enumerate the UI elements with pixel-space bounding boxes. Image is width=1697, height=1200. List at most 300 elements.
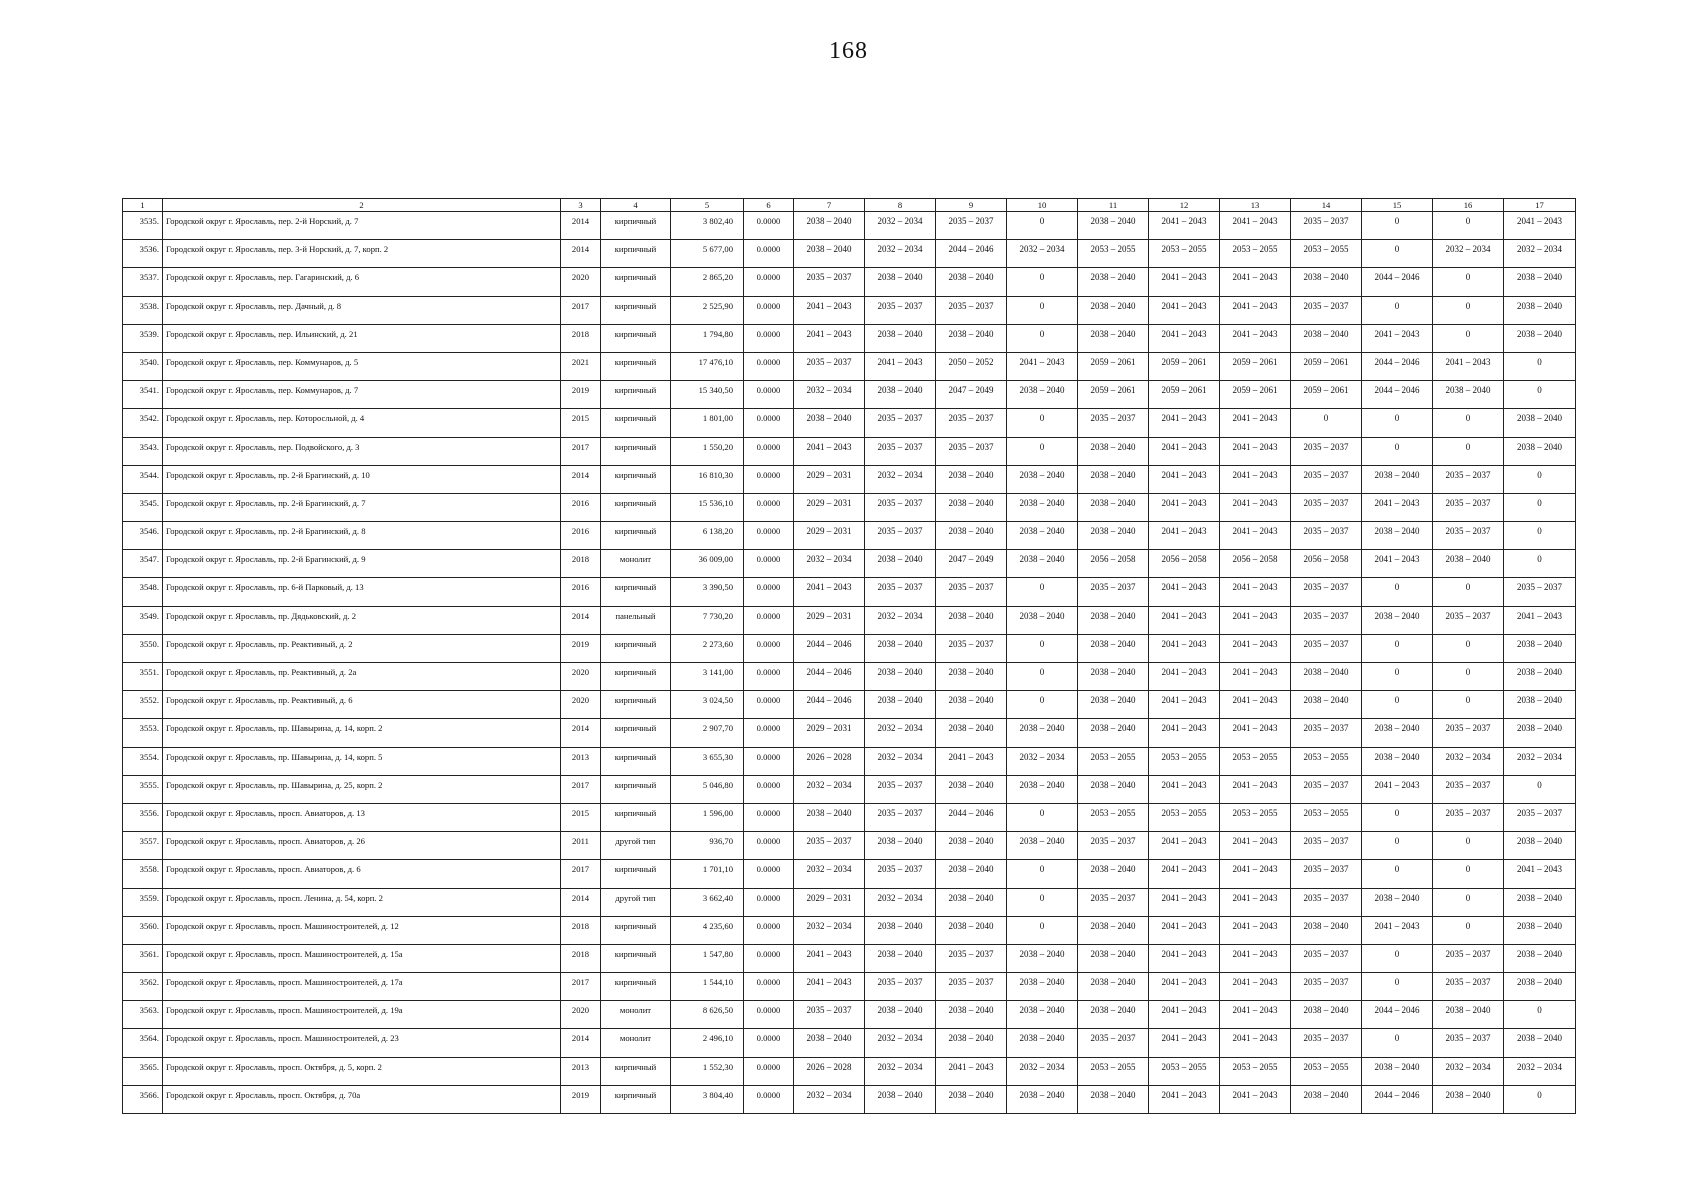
cell-row-number: 3555. — [123, 775, 163, 803]
column-header: 3 — [561, 199, 601, 212]
cell-cost-ratio: 0.0000 — [744, 634, 794, 662]
cell-cost-ratio: 0.0000 — [744, 352, 794, 380]
cell-period-9: 2038 – 2040 — [936, 719, 1007, 747]
cell-row-number: 3561. — [123, 944, 163, 972]
cell-wall-material: кирпичный — [601, 465, 671, 493]
table-row — [123, 1057, 1576, 1085]
cell-year: 2017 — [561, 860, 601, 888]
cell-period-9: 2038 – 2040 — [936, 1085, 1007, 1113]
cell-period-15: 2038 – 2040 — [1362, 522, 1433, 550]
cell-cost-ratio: 0.0000 — [744, 268, 794, 296]
cell-period-9: 2047 – 2049 — [936, 550, 1007, 578]
column-header: 14 — [1291, 199, 1362, 212]
cell-period-15: 0 — [1362, 212, 1433, 240]
cell-period-10: 2032 – 2034 — [1007, 747, 1078, 775]
cell-period-9: 2038 – 2040 — [936, 1001, 1007, 1029]
cell-period-13: 2041 – 2043 — [1220, 409, 1291, 437]
cell-period-10: 2038 – 2040 — [1007, 775, 1078, 803]
cell-period-10: 2038 – 2040 — [1007, 944, 1078, 972]
cell-wall-material: кирпичный — [601, 240, 671, 268]
cell-cost-ratio: 0.0000 — [744, 296, 794, 324]
cell-cost-ratio: 0.0000 — [744, 888, 794, 916]
cell-area: 2 907,70 — [671, 719, 744, 747]
column-header: 4 — [601, 199, 671, 212]
cell-year: 2013 — [561, 1057, 601, 1085]
cell-period-10: 2038 – 2040 — [1007, 381, 1078, 409]
cell-period-7: 2029 – 2031 — [794, 493, 865, 521]
cell-period-16: 2035 – 2037 — [1433, 465, 1504, 493]
cell-address: Городской округ г. Ярославль, просп. Машиностроителей, д. 15а — [163, 944, 561, 972]
cell-period-12: 2041 – 2043 — [1149, 832, 1220, 860]
cell-period-8: 2032 – 2034 — [865, 212, 936, 240]
cell-year: 2016 — [561, 522, 601, 550]
cell-cost-ratio: 0.0000 — [744, 212, 794, 240]
cell-address: Городской округ г. Ярославль, пр. Реактивный, д. 6 — [163, 691, 561, 719]
cell-period-11: 2038 – 2040 — [1078, 860, 1149, 888]
cell-address: Городской округ г. Ярославль, просп. Машиностроителей, д. 17а — [163, 973, 561, 1001]
cell-period-11: 2038 – 2040 — [1078, 493, 1149, 521]
cell-wall-material: кирпичный — [601, 522, 671, 550]
cell-cost-ratio: 0.0000 — [744, 324, 794, 352]
cell-period-16: 2032 – 2034 — [1433, 1057, 1504, 1085]
cell-period-15: 0 — [1362, 578, 1433, 606]
cell-period-7: 2044 – 2046 — [794, 634, 865, 662]
cell-period-12: 2041 – 2043 — [1149, 634, 1220, 662]
cell-wall-material: монолит — [601, 1001, 671, 1029]
cell-period-17: 2038 – 2040 — [1504, 268, 1576, 296]
cell-period-10: 0 — [1007, 212, 1078, 240]
cell-period-17: 2041 – 2043 — [1504, 606, 1576, 634]
table-row — [123, 747, 1576, 775]
cell-row-number: 3537. — [123, 268, 163, 296]
cell-period-9: 2035 – 2037 — [936, 973, 1007, 1001]
cell-period-9: 2050 – 2052 — [936, 352, 1007, 380]
cell-area: 3 390,50 — [671, 578, 744, 606]
cell-wall-material: кирпичный — [601, 944, 671, 972]
cell-cost-ratio: 0.0000 — [744, 1001, 794, 1029]
cell-period-13: 2041 – 2043 — [1220, 522, 1291, 550]
cell-period-16: 0 — [1433, 324, 1504, 352]
cell-period-17: 2038 – 2040 — [1504, 916, 1576, 944]
cell-period-17: 2038 – 2040 — [1504, 296, 1576, 324]
cell-period-12: 2041 – 2043 — [1149, 719, 1220, 747]
cell-period-7: 2032 – 2034 — [794, 775, 865, 803]
cell-address: Городской округ г. Ярославль, пер. Ильинский, д. 21 — [163, 324, 561, 352]
cell-period-14: 2035 – 2037 — [1291, 860, 1362, 888]
cell-year: 2015 — [561, 803, 601, 831]
cell-period-11: 2038 – 2040 — [1078, 775, 1149, 803]
cell-period-13: 2041 – 2043 — [1220, 973, 1291, 1001]
cell-period-17: 0 — [1504, 352, 1576, 380]
cell-period-8: 2038 – 2040 — [865, 1001, 936, 1029]
cell-period-12: 2053 – 2055 — [1149, 803, 1220, 831]
cell-period-10: 2038 – 2040 — [1007, 832, 1078, 860]
cell-period-9: 2038 – 2040 — [936, 465, 1007, 493]
cell-period-14: 2059 – 2061 — [1291, 352, 1362, 380]
cell-cost-ratio: 0.0000 — [744, 437, 794, 465]
cell-period-14: 2035 – 2037 — [1291, 1029, 1362, 1057]
cell-area: 2 496,10 — [671, 1029, 744, 1057]
cell-row-number: 3564. — [123, 1029, 163, 1057]
cell-period-17: 2032 – 2034 — [1504, 747, 1576, 775]
cell-period-12: 2041 – 2043 — [1149, 296, 1220, 324]
cell-area: 15 536,10 — [671, 493, 744, 521]
cell-year: 2020 — [561, 691, 601, 719]
cell-year: 2017 — [561, 296, 601, 324]
cell-period-12: 2041 – 2043 — [1149, 465, 1220, 493]
table-row — [123, 803, 1576, 831]
cell-period-12: 2041 – 2043 — [1149, 663, 1220, 691]
cell-period-12: 2041 – 2043 — [1149, 578, 1220, 606]
cell-period-15: 0 — [1362, 803, 1433, 831]
cell-area: 1 544,10 — [671, 973, 744, 1001]
cell-period-15: 2044 – 2046 — [1362, 268, 1433, 296]
cell-wall-material: кирпичный — [601, 916, 671, 944]
cell-period-17: 2038 – 2040 — [1504, 832, 1576, 860]
table-row — [123, 578, 1576, 606]
cell-period-14: 2035 – 2037 — [1291, 296, 1362, 324]
cell-address: Городской округ г. Ярославль, просп. Ленина, д. 54, корп. 2 — [163, 888, 561, 916]
cell-wall-material: монолит — [601, 550, 671, 578]
cell-period-11: 2035 – 2037 — [1078, 578, 1149, 606]
cell-cost-ratio: 0.0000 — [744, 381, 794, 409]
cell-period-7: 2026 – 2028 — [794, 1057, 865, 1085]
cell-row-number: 3535. — [123, 212, 163, 240]
cell-period-14: 2035 – 2037 — [1291, 719, 1362, 747]
cell-period-14: 2035 – 2037 — [1291, 888, 1362, 916]
cell-period-14: 2035 – 2037 — [1291, 973, 1362, 1001]
cell-period-14: 2056 – 2058 — [1291, 550, 1362, 578]
table-row — [123, 860, 1576, 888]
cell-wall-material: кирпичный — [601, 578, 671, 606]
cell-wall-material: кирпичный — [601, 296, 671, 324]
cell-cost-ratio: 0.0000 — [744, 719, 794, 747]
cell-area: 6 138,20 — [671, 522, 744, 550]
cell-period-16: 0 — [1433, 860, 1504, 888]
cell-period-17: 2035 – 2037 — [1504, 803, 1576, 831]
cell-period-9: 2038 – 2040 — [936, 691, 1007, 719]
cell-area: 2 865,20 — [671, 268, 744, 296]
cell-period-12: 2041 – 2043 — [1149, 1085, 1220, 1113]
cell-address: Городской округ г. Ярославль, пр. 2-й Брагинский, д. 7 — [163, 493, 561, 521]
cell-period-9: 2038 – 2040 — [936, 663, 1007, 691]
cell-period-7: 2029 – 2031 — [794, 606, 865, 634]
cell-period-12: 2041 – 2043 — [1149, 606, 1220, 634]
cell-period-9: 2035 – 2037 — [936, 296, 1007, 324]
cell-period-16: 2032 – 2034 — [1433, 747, 1504, 775]
cell-area: 4 235,60 — [671, 916, 744, 944]
cell-period-14: 2053 – 2055 — [1291, 803, 1362, 831]
cell-period-15: 0 — [1362, 634, 1433, 662]
cell-address: Городской округ г. Ярославль, пер. Коммунаров, д. 7 — [163, 381, 561, 409]
cell-year: 2016 — [561, 493, 601, 521]
cell-period-17: 2038 – 2040 — [1504, 409, 1576, 437]
cell-wall-material: кирпичный — [601, 212, 671, 240]
cell-period-17: 0 — [1504, 550, 1576, 578]
cell-period-11: 2038 – 2040 — [1078, 606, 1149, 634]
cell-address: Городской округ г. Ярославль, просп. Машиностроителей, д. 19а — [163, 1001, 561, 1029]
cell-period-8: 2038 – 2040 — [865, 944, 936, 972]
table-row — [123, 691, 1576, 719]
cell-period-12: 2041 – 2043 — [1149, 860, 1220, 888]
cell-period-12: 2053 – 2055 — [1149, 1057, 1220, 1085]
cell-period-15: 2044 – 2046 — [1362, 352, 1433, 380]
cell-period-9: 2044 – 2046 — [936, 240, 1007, 268]
cell-period-12: 2041 – 2043 — [1149, 212, 1220, 240]
cell-period-8: 2032 – 2034 — [865, 465, 936, 493]
table-row — [123, 634, 1576, 662]
cell-period-8: 2038 – 2040 — [865, 916, 936, 944]
cell-period-13: 2041 – 2043 — [1220, 916, 1291, 944]
cell-year: 2014 — [561, 1029, 601, 1057]
cell-year: 2018 — [561, 324, 601, 352]
register-table — [122, 198, 1576, 1114]
cell-period-9: 2038 – 2040 — [936, 860, 1007, 888]
cell-row-number: 3543. — [123, 437, 163, 465]
cell-period-14: 2035 – 2037 — [1291, 465, 1362, 493]
cell-cost-ratio: 0.0000 — [744, 578, 794, 606]
cell-period-7: 2032 – 2034 — [794, 1085, 865, 1113]
table-row — [123, 1085, 1576, 1113]
cell-period-16: 0 — [1433, 268, 1504, 296]
cell-wall-material: кирпичный — [601, 381, 671, 409]
cell-address: Городской округ г. Ярославль, пер. Коммунаров, д. 5 — [163, 352, 561, 380]
table-row — [123, 775, 1576, 803]
cell-period-16: 0 — [1433, 578, 1504, 606]
cell-period-14: 2035 – 2037 — [1291, 606, 1362, 634]
cell-period-10: 0 — [1007, 268, 1078, 296]
cell-period-7: 2029 – 2031 — [794, 719, 865, 747]
cell-period-14: 2035 – 2037 — [1291, 634, 1362, 662]
cell-period-12: 2041 – 2043 — [1149, 916, 1220, 944]
cell-period-16: 0 — [1433, 663, 1504, 691]
table-row — [123, 663, 1576, 691]
cell-address: Городской округ г. Ярославль, пр. Шавырина, д. 14, корп. 2 — [163, 719, 561, 747]
cell-period-11: 2035 – 2037 — [1078, 409, 1149, 437]
cell-period-12: 2041 – 2043 — [1149, 973, 1220, 1001]
cell-address: Городской округ г. Ярославль, пр. Дядьковский, д. 2 — [163, 606, 561, 634]
cell-period-15: 2041 – 2043 — [1362, 324, 1433, 352]
cell-period-10: 2038 – 2040 — [1007, 522, 1078, 550]
cell-period-10: 2038 – 2040 — [1007, 973, 1078, 1001]
cell-wall-material: кирпичный — [601, 493, 671, 521]
cell-year: 2016 — [561, 578, 601, 606]
page-number: 168 — [829, 38, 868, 64]
cell-period-15: 0 — [1362, 973, 1433, 1001]
cell-wall-material: кирпичный — [601, 437, 671, 465]
cell-period-17: 2038 – 2040 — [1504, 634, 1576, 662]
cell-cost-ratio: 0.0000 — [744, 803, 794, 831]
cell-period-10: 2038 – 2040 — [1007, 1001, 1078, 1029]
cell-period-15: 0 — [1362, 437, 1433, 465]
cell-period-11: 2038 – 2040 — [1078, 634, 1149, 662]
cell-address: Городской округ г. Ярославль, пер. Дачный, д. 8 — [163, 296, 561, 324]
cell-period-16: 2035 – 2037 — [1433, 973, 1504, 1001]
cell-area: 17 476,10 — [671, 352, 744, 380]
cell-period-7: 2026 – 2028 — [794, 747, 865, 775]
cell-area: 7 730,20 — [671, 606, 744, 634]
cell-wall-material: кирпичный — [601, 803, 671, 831]
cell-period-11: 2038 – 2040 — [1078, 1001, 1149, 1029]
cell-period-8: 2032 – 2034 — [865, 747, 936, 775]
cell-period-7: 2035 – 2037 — [794, 832, 865, 860]
cell-period-14: 2035 – 2037 — [1291, 578, 1362, 606]
cell-area: 3 141,00 — [671, 663, 744, 691]
cell-period-10: 0 — [1007, 324, 1078, 352]
cell-period-8: 2038 – 2040 — [865, 832, 936, 860]
cell-period-17: 0 — [1504, 1001, 1576, 1029]
cell-period-15: 0 — [1362, 240, 1433, 268]
cell-period-16: 0 — [1433, 409, 1504, 437]
cell-period-15: 2038 – 2040 — [1362, 465, 1433, 493]
cell-area: 5 046,80 — [671, 775, 744, 803]
cell-period-10: 0 — [1007, 296, 1078, 324]
cell-period-17: 2038 – 2040 — [1504, 973, 1576, 1001]
cell-period-14: 2038 – 2040 — [1291, 268, 1362, 296]
cell-row-number: 3545. — [123, 493, 163, 521]
cell-wall-material: другой тип — [601, 832, 671, 860]
cell-period-9: 2038 – 2040 — [936, 324, 1007, 352]
cell-period-14: 2053 – 2055 — [1291, 240, 1362, 268]
cell-period-13: 2053 – 2055 — [1220, 747, 1291, 775]
cell-cost-ratio: 0.0000 — [744, 1057, 794, 1085]
cell-year: 2017 — [561, 775, 601, 803]
cell-period-9: 2038 – 2040 — [936, 522, 1007, 550]
cell-cost-ratio: 0.0000 — [744, 493, 794, 521]
cell-period-10: 0 — [1007, 860, 1078, 888]
cell-year: 2020 — [561, 663, 601, 691]
cell-period-16: 0 — [1433, 296, 1504, 324]
cell-period-8: 2038 – 2040 — [865, 634, 936, 662]
cell-period-11: 2038 – 2040 — [1078, 691, 1149, 719]
cell-period-9: 2038 – 2040 — [936, 775, 1007, 803]
cell-period-7: 2032 – 2034 — [794, 916, 865, 944]
table-row — [123, 888, 1576, 916]
cell-period-17: 2038 – 2040 — [1504, 437, 1576, 465]
cell-period-7: 2041 – 2043 — [794, 973, 865, 1001]
cell-period-9: 2041 – 2043 — [936, 747, 1007, 775]
cell-period-11: 2035 – 2037 — [1078, 1029, 1149, 1057]
cell-area: 3 662,40 — [671, 888, 744, 916]
cell-period-11: 2035 – 2037 — [1078, 888, 1149, 916]
cell-period-15: 0 — [1362, 860, 1433, 888]
table-body — [123, 212, 1576, 1114]
cell-period-12: 2041 – 2043 — [1149, 944, 1220, 972]
cell-row-number: 3558. — [123, 860, 163, 888]
cell-year: 2014 — [561, 888, 601, 916]
cell-year: 2014 — [561, 719, 601, 747]
cell-period-8: 2035 – 2037 — [865, 493, 936, 521]
cell-period-14: 2035 – 2037 — [1291, 832, 1362, 860]
cell-period-13: 2041 – 2043 — [1220, 1001, 1291, 1029]
cell-address: Городской округ г. Ярославль, пер. Гагаринский, д. 6 — [163, 268, 561, 296]
cell-period-12: 2041 – 2043 — [1149, 1029, 1220, 1057]
cell-cost-ratio: 0.0000 — [744, 973, 794, 1001]
cell-period-11: 2038 – 2040 — [1078, 973, 1149, 1001]
cell-period-16: 2035 – 2037 — [1433, 719, 1504, 747]
cell-row-number: 3541. — [123, 381, 163, 409]
cell-period-7: 2029 – 2031 — [794, 465, 865, 493]
cell-period-17: 2038 – 2040 — [1504, 888, 1576, 916]
cell-period-10: 2038 – 2040 — [1007, 493, 1078, 521]
cell-wall-material: кирпичный — [601, 324, 671, 352]
cell-period-13: 2056 – 2058 — [1220, 550, 1291, 578]
cell-period-12: 2041 – 2043 — [1149, 522, 1220, 550]
cell-period-16: 2038 – 2040 — [1433, 550, 1504, 578]
cell-period-16: 2035 – 2037 — [1433, 944, 1504, 972]
cell-year: 2014 — [561, 465, 601, 493]
cell-period-10: 2038 – 2040 — [1007, 1029, 1078, 1057]
cell-cost-ratio: 0.0000 — [744, 240, 794, 268]
cell-period-9: 2035 – 2037 — [936, 437, 1007, 465]
cell-period-16: 0 — [1433, 634, 1504, 662]
cell-area: 1 547,80 — [671, 944, 744, 972]
cell-period-7: 2041 – 2043 — [794, 324, 865, 352]
cell-cost-ratio: 0.0000 — [744, 522, 794, 550]
cell-period-17: 0 — [1504, 493, 1576, 521]
cell-cost-ratio: 0.0000 — [744, 409, 794, 437]
cell-row-number: 3562. — [123, 973, 163, 1001]
cell-period-8: 2032 – 2034 — [865, 1057, 936, 1085]
cell-area: 36 009,00 — [671, 550, 744, 578]
cell-period-17: 0 — [1504, 522, 1576, 550]
cell-period-8: 2035 – 2037 — [865, 775, 936, 803]
cell-period-11: 2056 – 2058 — [1078, 550, 1149, 578]
cell-period-16: 2035 – 2037 — [1433, 493, 1504, 521]
cell-cost-ratio: 0.0000 — [744, 1029, 794, 1057]
cell-period-14: 2038 – 2040 — [1291, 916, 1362, 944]
column-header: 9 — [936, 199, 1007, 212]
cell-period-15: 2041 – 2043 — [1362, 550, 1433, 578]
cell-address: Городской округ г. Ярославль, просп. Машиностроителей, д. 12 — [163, 916, 561, 944]
table-row — [123, 522, 1576, 550]
cell-area: 8 626,50 — [671, 1001, 744, 1029]
cell-address: Городской округ г. Ярославль, пр. 2-й Брагинский, д. 8 — [163, 522, 561, 550]
cell-wall-material: кирпичный — [601, 691, 671, 719]
cell-year: 2015 — [561, 409, 601, 437]
column-header: 16 — [1433, 199, 1504, 212]
cell-period-12: 2041 – 2043 — [1149, 324, 1220, 352]
cell-period-8: 2038 – 2040 — [865, 1085, 936, 1113]
cell-period-17: 2032 – 2034 — [1504, 240, 1576, 268]
cell-period-16: 0 — [1433, 212, 1504, 240]
cell-period-11: 2038 – 2040 — [1078, 916, 1149, 944]
cell-period-8: 2038 – 2040 — [865, 268, 936, 296]
cell-period-14: 2038 – 2040 — [1291, 663, 1362, 691]
cell-year: 2014 — [561, 212, 601, 240]
table-row — [123, 212, 1576, 240]
cell-wall-material: кирпичный — [601, 352, 671, 380]
cell-period-14: 0 — [1291, 409, 1362, 437]
cell-period-9: 2035 – 2037 — [936, 409, 1007, 437]
cell-period-16: 2038 – 2040 — [1433, 1001, 1504, 1029]
cell-period-7: 2041 – 2043 — [794, 296, 865, 324]
cell-period-10: 0 — [1007, 409, 1078, 437]
cell-period-17: 2041 – 2043 — [1504, 212, 1576, 240]
cell-period-14: 2038 – 2040 — [1291, 324, 1362, 352]
cell-area: 1 552,30 — [671, 1057, 744, 1085]
cell-address: Городской округ г. Ярославль, пер. Подвойского, д. 3 — [163, 437, 561, 465]
cell-period-9: 2041 – 2043 — [936, 1057, 1007, 1085]
cell-period-9: 2035 – 2037 — [936, 578, 1007, 606]
cell-period-11: 2038 – 2040 — [1078, 324, 1149, 352]
cell-period-14: 2035 – 2037 — [1291, 775, 1362, 803]
cell-year: 2017 — [561, 973, 601, 1001]
cell-period-15: 2041 – 2043 — [1362, 493, 1433, 521]
cell-period-14: 2035 – 2037 — [1291, 522, 1362, 550]
cell-period-15: 0 — [1362, 409, 1433, 437]
cell-cost-ratio: 0.0000 — [744, 747, 794, 775]
